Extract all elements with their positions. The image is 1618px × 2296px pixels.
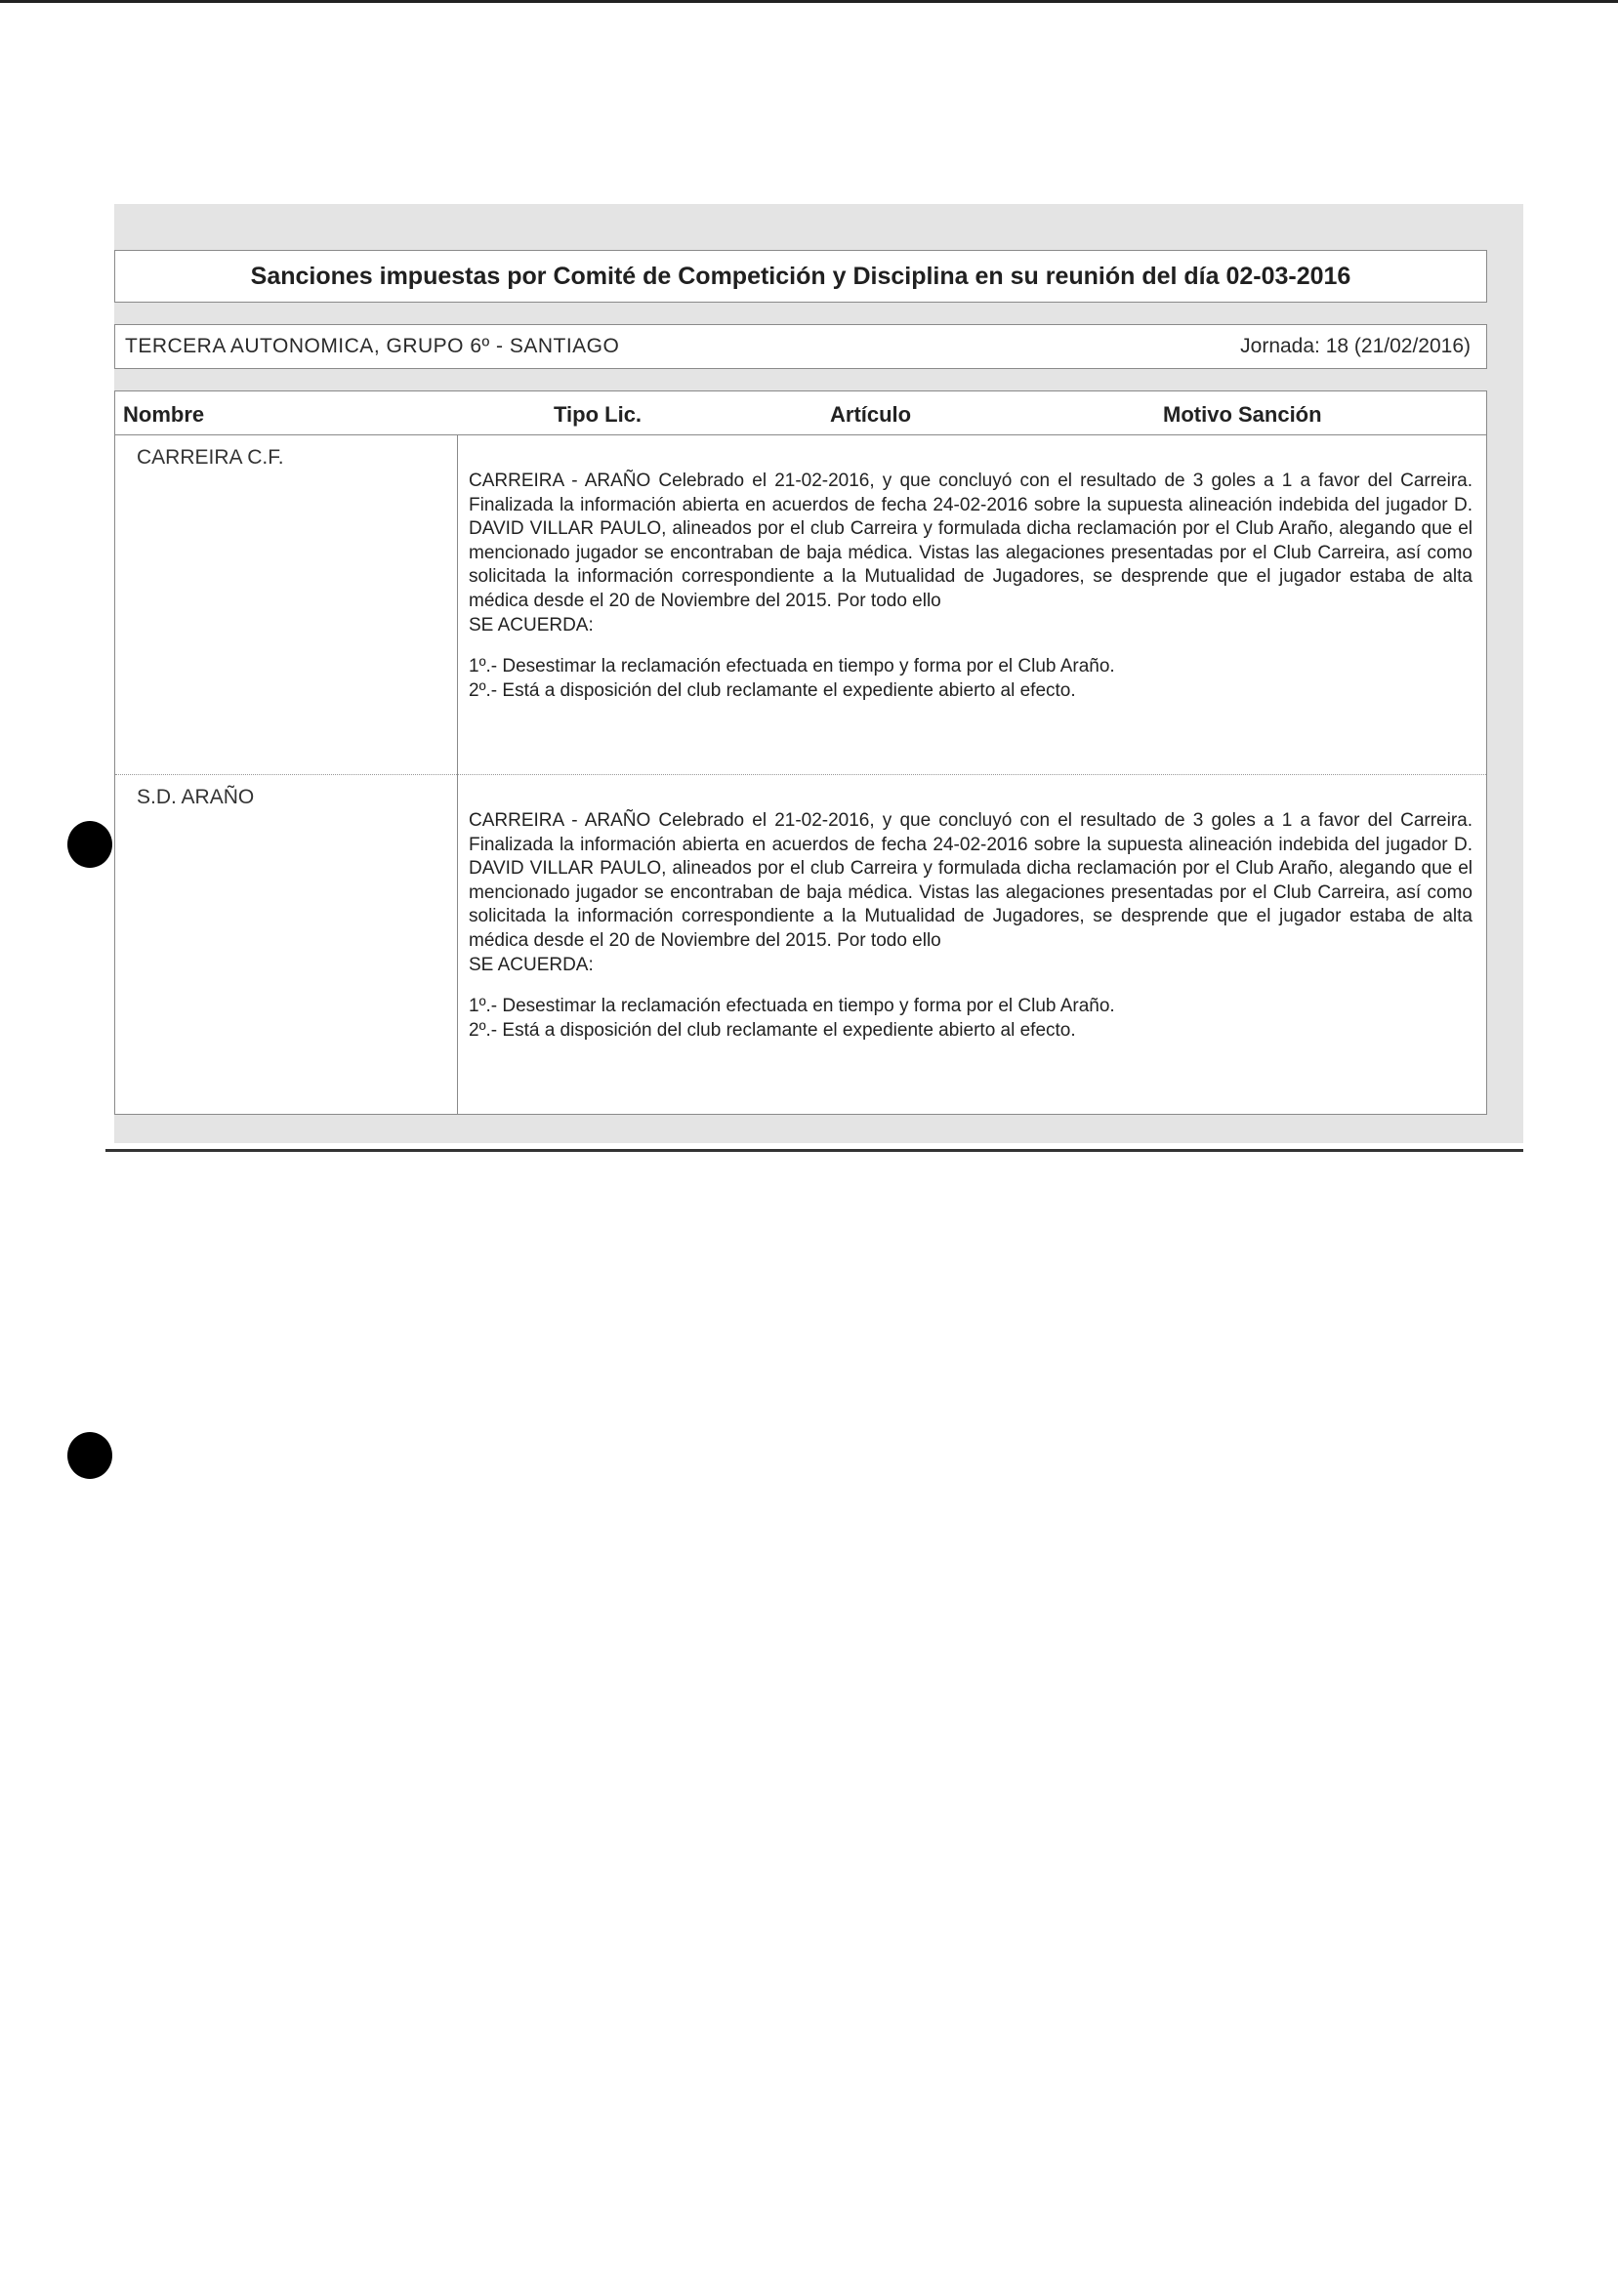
- row-motivo: [469, 809, 1473, 1043]
- row-nombre: CARREIRA C.F.: [137, 446, 284, 469]
- acuerda-label: SE ACUERDA:: [469, 954, 594, 975]
- acuerdo-punto-2: 2º.- Está a disposición del club reclamante el expediente abierto al efecto.: [469, 679, 1076, 701]
- acuerdo-punto-2: 2º.- Está a disposición del club reclamante el expediente abierto al efecto.: [469, 1019, 1076, 1041]
- punch-hole-icon: [67, 1432, 112, 1479]
- report-title: [114, 250, 1487, 303]
- bottom-rule: [105, 1149, 1523, 1152]
- row-nombre: S.D. ARAÑO: [137, 786, 255, 808]
- competition-header: [114, 324, 1487, 369]
- column-header-nombre: Nombre: [123, 402, 205, 427]
- column-header-tipo-lic: Tipo Lic.: [554, 402, 643, 427]
- motivo-text: CARREIRA - ARAÑO Celebrado el 21-02-2016, y que concluyó con el resultado de 3 goles a 1 a favor del Carreira. Finalizada la información abierta en acuerdos de fecha 24-02-2016 sobre la supuesta alineación indebida del jugador D. DAVID VILLAR PAULO, alineados por el club Carreira y formulada dicha reclamación por el Club Araño, alegando que el mencionado jugador se encontraban de baja médica. Vistas las alegaciones presentadas por el Club Carreira, así como solicitada la información correspondiente a la Mutualidad de Jugadores, se desprende que el jugador estaba de alta médica desde el 20 de Noviembre del 2015. Por todo ello: [469, 810, 1473, 951]
- jornada-label: Jornada: 18 (21/02/2016): [1240, 335, 1471, 357]
- row-motivo: [469, 470, 1473, 703]
- row-separator: [115, 774, 1486, 775]
- punch-hole-icon: [67, 821, 112, 868]
- motivo-text: CARREIRA - ARAÑO Celebrado el 21-02-2016, y que concluyó con el resultado de 3 goles a 1 a favor del Carreira. Finalizada la información abierta en acuerdos de fecha 24-02-2016 sobre la supuesta alineación indebida del jugador D. DAVID VILLAR PAULO, alineados por el club Carreira y formulada dicha reclamación por el Club Araño, alegando que el mencionado jugador se encontraban de baja médica. Vistas las alegaciones presentadas por el Club Carreira, así como solicitada la información correspondiente a la Mutualidad de Jugadores, se desprende que el jugador estaba de alta médica desde el 20 de Noviembre del 2015. Por todo ello: [469, 471, 1473, 611]
- table-header: [115, 391, 1486, 435]
- sanctions-table: [114, 390, 1487, 1115]
- acuerda-label: SE ACUERDA:: [469, 614, 594, 636]
- page-top-edge: [0, 0, 1618, 3]
- competition-name: TERCERA AUTONOMICA, GRUPO 6º - SANTIAGO: [125, 335, 620, 357]
- column-header-articulo: Artículo: [830, 402, 912, 427]
- report-title-text: Sanciones impuestas por Comité de Competición y Disciplina en su reunión del día 02-03-2016: [250, 262, 1351, 290]
- acuerdo-punto-1: 1º.- Desestimar la reclamación efectuada en tiempo y forma por el Club Araño.: [469, 656, 1115, 677]
- column-header-motivo: Motivo Sanción: [1163, 402, 1322, 427]
- acuerdo-punto-1: 1º.- Desestimar la reclamación efectuada en tiempo y forma por el Club Araño.: [469, 996, 1115, 1017]
